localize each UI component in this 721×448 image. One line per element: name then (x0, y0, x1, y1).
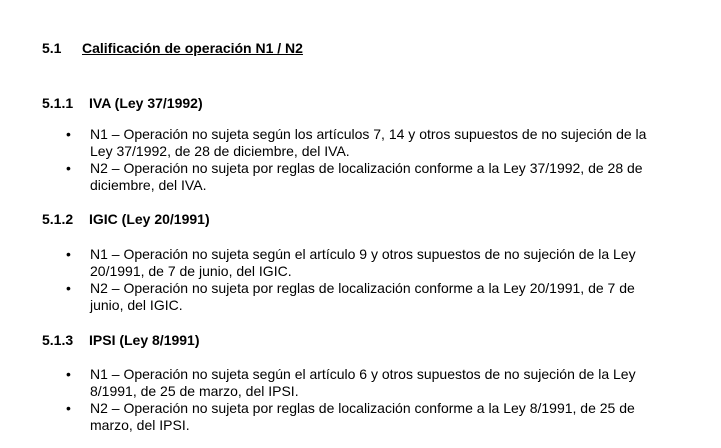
bullet-list-igic (60, 246, 660, 314)
bullet-icon: • (66, 366, 71, 382)
subsection-heading-iva (42, 95, 203, 112)
list-item-text: N1 – Operación no sujeta según el artículo 6 y otros supuestos de no sujeción de la Ley 8/1991, de 25 de marzo, del IPSI. (90, 366, 636, 399)
subsection-number: 5.1.1 (42, 95, 74, 111)
section-title: Calificación de operación N1 / N2 (82, 40, 303, 56)
bullet-icon: • (66, 280, 71, 296)
list-item (60, 246, 660, 280)
list-item-text: N1 – Operación no sujeta según el artículo 9 y otros supuestos de no sujeción de la Ley 20/1991, de 7 de junio, del IGIC. (90, 246, 636, 279)
list-item-text: N2 – Operación no sujeta por reglas de localización conforme a la Ley 8/1991, de 25 de marzo, del IPSI. (90, 400, 635, 433)
list-item (60, 126, 660, 160)
subsection-heading-igic (42, 211, 210, 228)
subsection-number: 5.1.3 (42, 332, 74, 348)
section-heading (42, 40, 303, 57)
subsection-number: 5.1.2 (42, 211, 74, 227)
list-item (60, 280, 660, 314)
subsection-title: IPSI (Ley 8/1991) (89, 332, 200, 348)
bullet-icon: • (66, 160, 71, 176)
list-item-text: N2 – Operación no sujeta por reglas de localización conforme a la Ley 20/1991, de 7 de junio, del IGIC. (90, 280, 635, 313)
list-item (60, 366, 660, 400)
subsection-heading-ipsi (42, 332, 200, 349)
list-item (60, 160, 660, 194)
list-item-text: N2 – Operación no sujeta por reglas de localización conforme a la Ley 37/1992, de 28 de diciembre, del IVA. (90, 160, 643, 193)
subsection-title: IGIC (Ley 20/1991) (89, 211, 210, 227)
list-item-text: N1 – Operación no sujeta según los artículos 7, 14 y otros supuestos de no sujeción de la Ley 37/1992, de 28 de diciembre, del IVA. (90, 126, 647, 159)
bullet-icon: • (66, 246, 71, 262)
bullet-list-iva (60, 126, 660, 194)
bullet-list-ipsi (60, 366, 660, 434)
list-item (60, 400, 660, 434)
section-number: 5.1 (42, 40, 62, 56)
bullet-icon: • (66, 126, 71, 142)
subsection-title: IVA (Ley 37/1992) (89, 95, 203, 111)
bullet-icon: • (66, 400, 71, 416)
